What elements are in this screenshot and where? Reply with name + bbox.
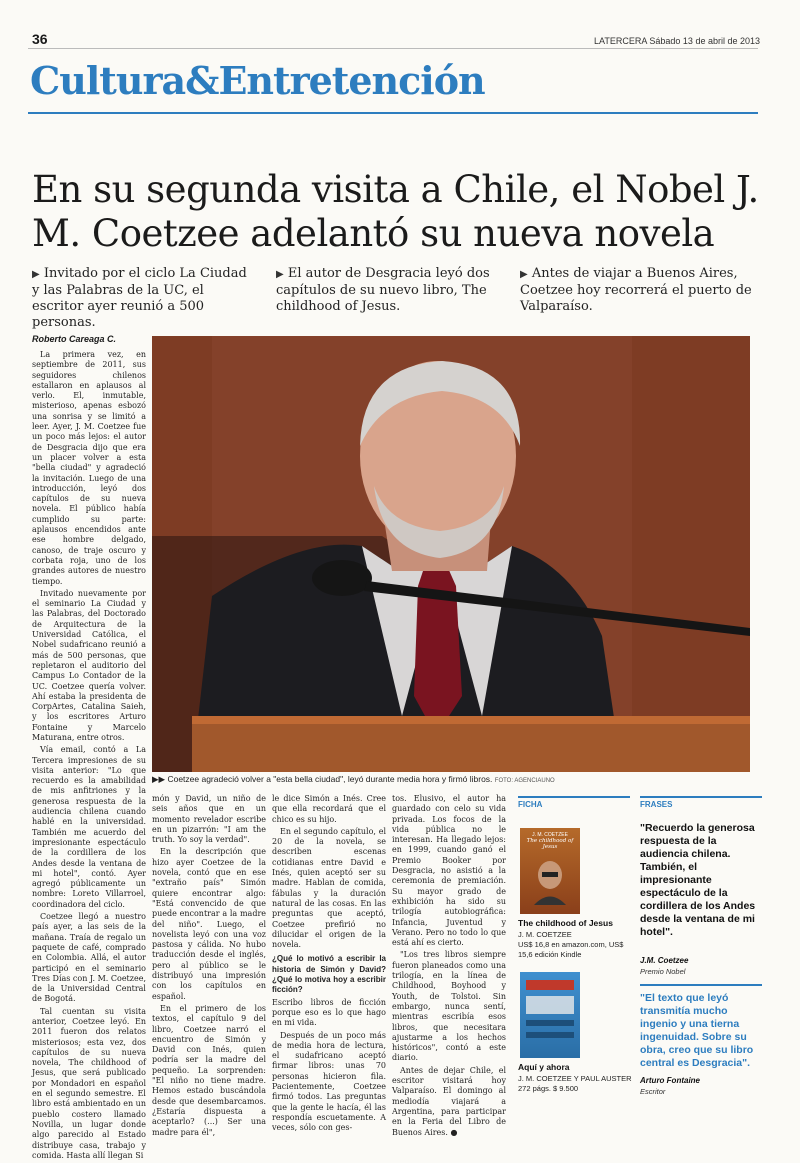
paragraph: La primera vez, en septiembre de 2011, sus seguidores chilenos estallaron en aplausos al verlo. El, inmutable, misterioso, apenas esbozó una sonrisa y se limitó a leer. Ayer, J. M. Coetzee fue un poco más lejos: el autor de Desgracia dijo que era un placer volver a esta "bella ciudad" y agradeció la invitación. Luego de una introducción, leyó dos capítulos de su nueva novela. El público había cumplido su parte: aplausos encendidos ante ese hombre delgado, canoso, de traje oscuro y corbata roja, uno de los grandes autores de nuestro tiempo. — [32, 350, 146, 586]
quote2-role: Escritor — [640, 1087, 666, 1096]
section-title: Cultura&Entretención — [30, 58, 485, 103]
double-arrow-icon: ▶▶ — [152, 774, 166, 784]
byline: Roberto Careaga C. — [32, 334, 117, 344]
quote1-author: J.M. Coetzee — [640, 956, 689, 965]
photo-credit: FOTO: AGENCIAUNO — [494, 778, 555, 784]
paragraph: món y David, un niño de seis años que en un momento revelador escribe en un pizarrón: "I am the truth. Yo soy la verdad". — [152, 794, 266, 845]
book2-price: 272 págs. $ 9.500 — [518, 1084, 579, 1093]
page-number: 36 — [32, 31, 48, 47]
book2-author: J. M. COETZEE Y PAUL AUSTER — [518, 1074, 632, 1083]
article-column-2 — [152, 794, 266, 1140]
book2-title: Aquí y ahora — [518, 1062, 570, 1072]
quote-coetzee: "Recuerdo la generosa respuesta de la audiencia chilena. También, el impresionante espectáculo de la cordillera de los Andes desde la ventana de mi hotel". — [640, 822, 756, 938]
quote2-author: Arturo Fontaine — [640, 1076, 700, 1085]
book1-meta — [518, 930, 638, 960]
section-rule — [28, 112, 758, 114]
paragraph: En el segundo capítulo, el 20 de la novela, se describen escenas cotidianas entre David e Inés, quien aceptó ser su madre. Hablan de comida, fábulas y la duración natural de las cosas. En las preguntas que aceptó, Coetzee prefirió no dilucidar el origen de la novela. — [272, 826, 386, 950]
paragraph: Después de un poco más de media hora de lectura, el sudafricano aceptó firmar libros: unas 70 personas hicieron fila. Pacientemente, Coetzee firmó todos. Las preguntas que la gente le hacía, él las respondía escuetamente. A veces, sólo con ges- — [272, 1030, 386, 1133]
book1-title: The childhood of Jesus — [518, 918, 613, 928]
ficha-label: FICHA — [518, 796, 630, 809]
paragraph: En el primero de los textos, el capítulo 9 del libro, Coetzee narró el encuentro de Simón y David con Inés, quien podría ser la madre del pequeño. La sorprenden: "El niño no tiene madre. Hemos estado buscándola desde que desembarcamos. ¿Estaría dispuesta a aceptarlo? (...) Ser una madre para él", — [152, 1003, 266, 1137]
paragraph: tos. Elusivo, el autor ha guardado con celo su vida privada. Los focos de la vida pública no le interesan. Ha llegado lejos: en 1999, cuando ganó el Premio Booker por Desgracia, no asistió a la ceremonia de premiación. Su mayor grado de exhibición ha sido su trilogía autobiográfica: Infancia, Juventud y Verano. Pero no todo lo que está ahí es cierto. — [392, 794, 506, 948]
paragraph: Tal cuentan su visita anterior, Coetzee leyó. En 2011 fueron dos relatos misteriosos; esta vez, dos capítulos de su nueva novela, The childhood of Jesus, que será publicado por Mondadori en español en el segundo semestre. El libro está ambientado en un pueblo costero llamado Novilla, un lugar donde algo parecido al Estado distribuye casa, trabajo y comida. Hasta allí llegan Si — [32, 1006, 146, 1160]
paragraph: "Los tres libros siempre fueron planeados como una trilogía, en la línea de Childhood, Boyhood y Youth, de Tolstoi. Sin embargo, nunca sentí, mientras escribía esos libros, que necesitara ajustarme a los hechos históricos", contó a este diario. — [392, 950, 506, 1063]
quote1-role: Premio Nobel — [640, 967, 686, 976]
book2-meta — [518, 1074, 638, 1094]
interview-question: ¿Qué lo motivó a escribir la historia de Simón y David? ¿Qué lo motiva hoy a escribir ficción? — [272, 954, 386, 995]
quote-divider — [640, 984, 762, 986]
paragraph: Vía email, contó a La Tercera impresiones de su visita anterior: "Lo que recuerdo es la amabilidad de mis anfitriones y la generosa respuesta de la audiencia chilena cuando hablé en la universidad. También me acuerdo del impresionante espectáculo de la cordillera de los Andes desde la ventana de mi hotel", contó. Ayer agregó públicamente un nombre: Loreto Villarroel, coordinadora del ciclo. — [32, 745, 146, 909]
deck-item-2: ▶ El autor de Desgracia leyó dos capítulos de su nuevo libro, The childhood of Jesus. — [276, 266, 490, 314]
cover-child-figure — [520, 850, 580, 905]
article-column-1 — [32, 350, 146, 1163]
article-column-3 — [272, 794, 386, 1136]
date-line: LATERCERA Sábado 13 de abril de 2013 — [594, 36, 760, 46]
deck-item-3: ▶ Antes de viajar a Buenos Aires, Coetzee hoy recorrerá el puerto de Valparaíso. — [520, 266, 752, 314]
paragraph: Coetzee llegó a nuestro país ayer, a las seis de la mañana. Traía de regalo un paquete de café, comprado en Colombia. Allá, el autor participó en el seminario Tres Días con J. M. Coetzee, de la Universidad Central de Bogotá. — [32, 912, 146, 1004]
paragraph: le dice Simón a Inés. Cree que ella recordará que el chico es su hijo. — [272, 794, 386, 824]
cover-pattern — [520, 972, 580, 1058]
paragraph: Antes de dejar Chile, el escritor visitará hoy Valparaíso. El domingo al mediodía viajará a Argentina, para participar en la Feria del Libro de Buenos Aires. ● — [392, 1065, 506, 1137]
coetzee-photo — [152, 336, 750, 772]
frases-label: FRASES — [640, 796, 762, 809]
triangle-bullet-icon: ▶ — [520, 269, 528, 280]
triangle-bullet-icon: ▶ — [276, 269, 284, 280]
paragraph: Escribo libros de ficción porque eso es lo que hago en mi vida. — [272, 997, 386, 1028]
book1-price: US$ 16,8 en amazon.com, US$ 15,6 edición Kindle — [518, 940, 624, 959]
book-cover-childhood-of-jesus — [520, 828, 580, 914]
book-cover-aqui-y-ahora — [520, 972, 580, 1058]
speaker-illustration — [152, 336, 750, 772]
deck-item-1: ▶ Invitado por el ciclo La Ciudad y las Palabras de la UC, el escritor ayer reunió a 500 personas. — [32, 266, 247, 330]
paragraph: Invitado nuevamente por el seminario La Ciudad y las Palabras, del Doctorado de Arquitectura de la Universidad Católica, el Nobel sudafricano reunió a más de 500 personas, que repletaron el auditorio del Campus Lo Contador de la UC. Coetzee quería volver. Ahí estaba la presidenta de CorpArtes, Catalina Saieh, y los escritores Arturo Fontaine y Marcelo Maturana, entre otros. — [32, 588, 146, 742]
cover-author: J. M. COETZEE — [532, 832, 568, 838]
photo-caption: ▶▶ Coetzee agradeció volver a "esta bella ciudad", leyó durante media hora y firmó libros. FOTO: AGENCIAUNO — [152, 774, 555, 784]
cover-title: The childhood of Jesus — [526, 838, 574, 850]
triangle-bullet-icon: ▶ — [32, 269, 40, 280]
book1-author: J. M. COETZEE — [518, 930, 572, 939]
headline: En su segunda visita a Chile, el Nobel J. M. Coetzee adelantó su nueva novela — [32, 168, 759, 255]
article-column-4 — [392, 794, 506, 1140]
paragraph: En la descripción que hizo ayer Coetzee de la novela, contó que en ese "extraño país" Simón quiere encontrar algo: "Está convencido de que puede encontrar a la madre del niño". Luego, el novelista leyó con una voz pastosa y cálida. No hubo traducción desde el inglés, pero al público se le distribuyó una impresión con los capítulos en español. — [152, 847, 266, 1001]
quote-fontaine: "El texto que leyó transmitía mucho ingenio y una tierna ingenuidad. Sobre su obra, creo que su libro central es Desgracia". — [640, 992, 754, 1069]
